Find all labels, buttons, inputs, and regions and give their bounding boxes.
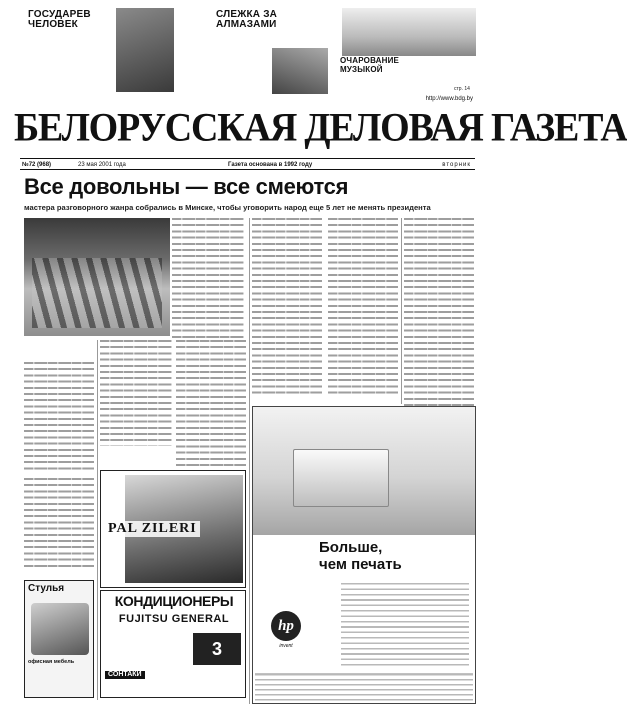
- column-divider: [249, 218, 250, 704]
- ad-hp-slogan: [319, 539, 473, 573]
- masthead-title: БЕЛОРУССКАЯ ДЕЛОВАЯ ГАЗЕТА: [14, 105, 627, 151]
- column-divider: [97, 340, 98, 700]
- teaser-1-title: ГОСУДАРЕВ ЧЕЛОВЕК: [28, 9, 91, 30]
- ad-chairs-title: Стулья: [28, 583, 65, 594]
- teaser-2-title: СЛЕЖКА ЗА АЛМАЗАМИ: [216, 9, 278, 30]
- weekday: вторник: [442, 162, 471, 168]
- column-divider: [401, 218, 402, 404]
- issue-number: №72 (968): [22, 162, 52, 168]
- ad-chairs-text: офисная мебель: [28, 659, 75, 665]
- teaser-strip: [20, 8, 475, 96]
- ad-cond-logo: СОНТАКИ: [105, 671, 145, 679]
- ad-hp-slogan-line-1: Больше,: [319, 539, 383, 556]
- body-text-column: [24, 478, 94, 568]
- ad-hp-footer-text: [255, 673, 473, 703]
- site-url[interactable]: http://www.bdg.by: [425, 96, 473, 102]
- hp-invent-tagline: invent: [279, 643, 293, 649]
- ad-hp-text-block: [341, 583, 469, 669]
- ad-cond-title: КОНДИЦИОНЕРЫ: [114, 593, 234, 609]
- founded-note: Газета основана в 1992 году: [228, 162, 313, 168]
- hp-logo-icon: hp: [271, 611, 301, 641]
- issue-date: 23 мая 2001 года: [78, 162, 126, 168]
- printer-image: [293, 449, 389, 507]
- teaser-3-photo: [342, 8, 476, 56]
- ad-pal-zileri-brand: PAL ZILERI: [105, 521, 200, 537]
- teaser-3[interactable]: [336, 8, 476, 92]
- ad-hp[interactable]: [252, 406, 476, 704]
- teaser-3-page: стр. 14: [454, 86, 470, 92]
- ad-chairs[interactable]: [24, 580, 94, 698]
- body-text-column: [176, 340, 246, 470]
- lead-photo: [24, 218, 170, 336]
- teaser-2-photo: [272, 48, 328, 94]
- ad-hp-photo: [253, 407, 475, 535]
- body-text-column: [100, 340, 172, 446]
- ad-hp-slogan-line-2: чем печать: [319, 556, 402, 573]
- ad-chairs-photo: [31, 603, 89, 655]
- lead-subhead: мастера разговорного жанра собрались в Минске, чтобы уговорить народ еще 5 лет не менять президента: [24, 203, 431, 212]
- ad-pal-zileri[interactable]: [100, 470, 246, 588]
- body-text-column: [404, 218, 474, 408]
- teaser-3-title: ОЧАРОВАНИЕ МУЗЫКОЙ: [340, 56, 400, 74]
- body-text-column: [252, 218, 322, 398]
- body-text-column: [328, 218, 398, 396]
- ad-cond-promo: 3: [193, 633, 241, 665]
- ad-air-conditioners[interactable]: [100, 590, 246, 698]
- ad-cond-brands: FUJITSU GENERAL: [118, 613, 230, 625]
- ad-cond-contact: [105, 671, 243, 679]
- body-text-column: [172, 218, 244, 338]
- issue-info-bar: [20, 158, 475, 170]
- teaser-1[interactable]: [20, 8, 172, 92]
- body-text-column: [24, 362, 94, 470]
- lead-headline[interactable]: Все довольны — все смеются: [24, 174, 349, 199]
- teaser-2[interactable]: [180, 8, 330, 92]
